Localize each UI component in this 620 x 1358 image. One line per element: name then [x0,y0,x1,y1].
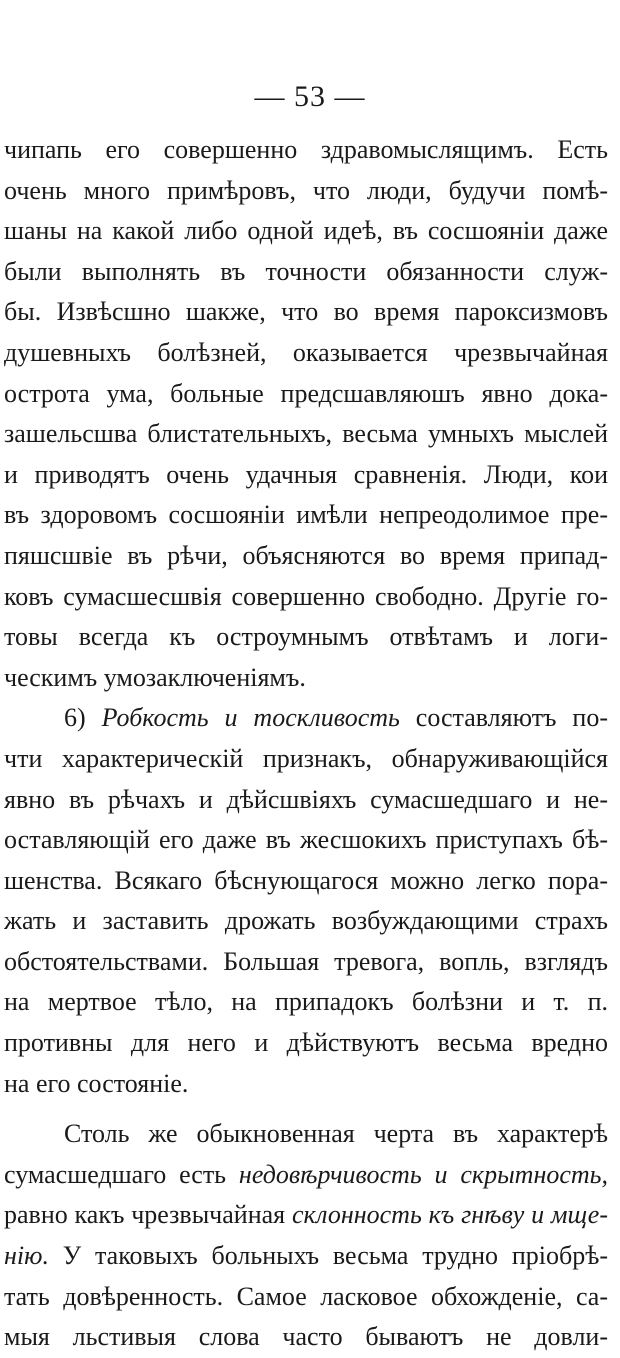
text-line: очень много примѣровъ, что люди, будучи помѣ- [4,175,608,205]
text-fragment: сумасшедшаго есть [4,1159,227,1189]
italic-phrase: недовѣрчивость и скрытность, [238,1159,608,1189]
paragraph-start-line [4,698,608,739]
text-line: чипапь его совершенно здравомыслящимъ. Есть [4,135,608,164]
text-line: были выполнять въ точности обязанности служ- [4,256,608,286]
italic-phrase: склонность къ гнѣву и мще- [291,1200,608,1230]
text-line: чти характерическій признакъ, обнаруживающійся [4,743,608,773]
text-line: пяшсшвіе въ рѣчи, объясняются во время припад- [4,540,608,570]
italic-phrase: Робкость и тоскливость [101,703,400,733]
text-line: на его состояніе. [4,1068,189,1098]
text-line: жать и заставить дрожать возбуждающими страхъ [4,906,608,936]
text-line: бы. Извѣсшно шакже, что во время пароксизмовъ [4,297,608,327]
text-fragment: составляютъ по- [415,703,608,733]
text-line [4,1236,608,1277]
paragraph-start-line: Столь же обыкновенная черта въ характерѣ [64,1119,608,1149]
text-line: ковъ сумасшесшвія совершенно свободно. Другіе го- [4,581,608,611]
page-text [4,130,608,1358]
text-line: товы всегда къ остроумнымъ отвѣтамъ и логи- [4,622,608,652]
text-line: шаны на какой либо одной идеѣ, въ сосшояніи даже [4,216,608,246]
italic-phrase: нію. [4,1241,49,1271]
text-line: на мертвое тѣло, на припадокъ болѣзни и т. п. [4,987,608,1017]
text-line: зашельсшва блистательныхъ, весьма умныхъ мыслей [4,419,608,449]
text-line: душевныхъ болѣзней, оказывается чрезвычайная [4,337,608,367]
text-line: явно въ рѣчахъ и дѣйсшвіяхъ сумасшедшаго и не- [4,784,608,814]
text-fragment: У таковыхъ больныхъ весьма трудно пріобрѣ- [62,1241,608,1271]
page-number: — 53 — [254,80,366,113]
text-line: въ здоровомъ сосшояніи имѣли непреодолимое пре- [4,500,608,530]
text-line: шенства. Всякаго бѣснующагося можно легко пора- [4,865,608,895]
text-line: оставляющій его даже въ жесшокихъ приступахъ бѣ- [4,825,608,855]
text-line [4,1195,608,1236]
text-line: обстоятельствами. Большая тревога, вопль, взглядъ [4,946,608,976]
paragraph-number: 6) [64,703,86,733]
text-line: ческимъ умозаключеніямъ. [4,662,306,692]
text-line: острота ума, больные предсшавляюшъ явно дока- [4,378,608,408]
text-fragment: равно какъ чрезвычайная [4,1200,286,1230]
text-line: мыя льстивыя слова часто бываютъ не довли- [4,1322,608,1352]
text-line: и приводятъ очень удачныя сравненія. Люди, кои [4,459,608,489]
text-line: противны для него и дѣйствуютъ весьма вредно [4,1028,608,1058]
text-line [4,1155,608,1196]
text-line: тать довѣренность. Самое ласковое обхожденіе, са- [4,1281,608,1311]
